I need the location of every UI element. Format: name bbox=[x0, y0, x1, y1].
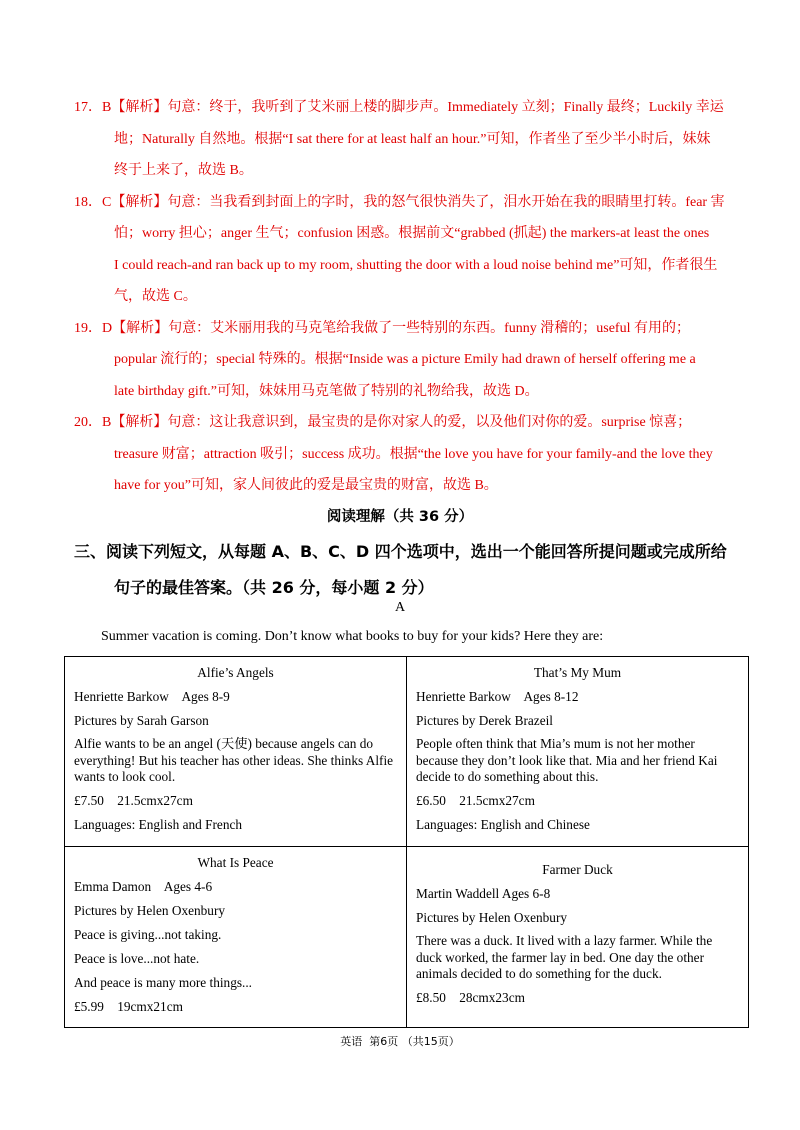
answer-line: popular 流行的；special 特殊的。根据“Inside was a picture Emily had drawn of herself offering me a bbox=[114, 352, 696, 367]
book-card-farmer-duck bbox=[407, 847, 748, 1027]
answer-line: 怕；worry 担心；anger 生气；confusion 困惑。根据前文“grabbed (抓起) the markers-at least the ones bbox=[114, 226, 710, 241]
answer-line: 地；Naturally 自然地。根据“I sat there for at least half an hour.”可知，作者坐了至少半小时后，妹妹 bbox=[114, 131, 711, 147]
answer-line: 20．B【解析】句意：这让我意识到，最宝贵的是你对家人的爱，以及他们对你的爱。surprise 惊喜； bbox=[74, 415, 692, 430]
book-price-size: £7.50 21.5cmx27cm bbox=[74, 792, 193, 808]
passage-label: A bbox=[394, 600, 406, 615]
book-pictures: Pictures by Derek Brazeil bbox=[416, 713, 553, 728]
answer-line: 17．B【解析】句意：终于，我听到了艾米丽上楼的脚步声。Immediately 立刻；Finally 最终；Luckily 幸运 bbox=[74, 100, 724, 115]
answer-20 bbox=[74, 407, 734, 502]
book-line: Peace is love...not hate. bbox=[74, 951, 200, 966]
book-line: And peace is many more things... bbox=[74, 975, 252, 990]
instruction-line-2: 句子的最佳答案。（共 26 分，每小题 2 分） bbox=[114, 578, 434, 597]
passage-intro: Summer vacation is coming. Don’t know what books to buy for your kids? Here they are: bbox=[101, 629, 604, 644]
book-price-size: £8.50 28cmx23cm bbox=[416, 989, 525, 1005]
answer-17 bbox=[74, 92, 734, 187]
book-card-alfies-angels bbox=[65, 657, 407, 847]
page-footer: 英语 第6页 （共15页） bbox=[340, 1035, 460, 1048]
book-card-thats-my-mum bbox=[407, 657, 748, 847]
answer-explanations bbox=[74, 92, 734, 502]
book-pictures: Pictures by Helen Oxenbury bbox=[74, 903, 226, 918]
answer-line: treasure 财富；attraction 吸引；success 成功。根据“the love you have for your family-and the love they bbox=[114, 446, 713, 462]
book-price-size: £5.99 19cmx21cm bbox=[74, 999, 183, 1014]
book-languages: Languages: English and Chinese bbox=[416, 816, 590, 832]
book-table bbox=[64, 656, 749, 1028]
book-description: Alfie wants to be an angel (天使) because angels can do everything! But his teacher has other ideas. She thinks Alfie wants to look cool. bbox=[74, 736, 394, 784]
instruction bbox=[74, 534, 754, 606]
book-author: Henriette Barkow Ages 8-12 bbox=[416, 689, 579, 704]
answer-18 bbox=[74, 187, 734, 313]
section-title: 阅读理解（共 36 分） bbox=[326, 509, 474, 525]
book-description: There was a duck. It lived with a lazy farmer. While the duck worked, the farmer lay in bed. One day the other animals decided to do something for the duck. bbox=[416, 933, 713, 981]
book-title: Farmer Duck bbox=[542, 862, 613, 877]
answer-line: 18．C【解析】句意：当我看到封面上的字时，我的怒气很快消失了，泪水开始在我的眼睛里打转。fear 害 bbox=[74, 194, 725, 210]
book-pictures: Pictures by Helen Oxenbury bbox=[416, 910, 568, 925]
book-card-what-is-peace bbox=[65, 847, 407, 1027]
answer-line: 气，故选 C。 bbox=[114, 289, 197, 304]
book-author: Martin Waddell Ages 6-8 bbox=[416, 886, 551, 901]
answer-line: 19．D【解析】句意：艾米丽用我的马克笔给我做了一些特别的东西。funny 滑稽的；useful 有用的； bbox=[74, 320, 690, 336]
book-title: Alfie’s Angels bbox=[197, 665, 274, 680]
answer-line: 终于上来了，故选 B。 bbox=[114, 163, 253, 178]
book-author: Emma Damon Ages 4-6 bbox=[74, 879, 213, 894]
book-languages: Languages: English and French bbox=[74, 816, 243, 832]
answer-line: I could reach-and ran back up to my room, shutting the door with a loud noise behind me”可知，作者很生 bbox=[114, 257, 718, 273]
book-line: Peace is giving...not taking. bbox=[74, 927, 222, 942]
book-author: Henriette Barkow Ages 8-9 bbox=[74, 689, 230, 704]
answer-19 bbox=[74, 313, 734, 408]
book-description: People often think that Mia’s mum is not her mother because they don’t look like that. Mia and her friend Kai decide to do something about this. bbox=[416, 736, 718, 784]
book-price-size: £6.50 21.5cmx27cm bbox=[416, 792, 535, 808]
book-title: That’s My Mum bbox=[533, 665, 622, 680]
book-title: What Is Peace bbox=[197, 855, 274, 870]
instruction-line-1: 三、阅读下列短文，从每题 A、B、C、D 四个选项中，选出一个能回答所提问题或完成所给 bbox=[74, 542, 727, 561]
answer-line: have for you”可知，家人间彼此的爱是最宝贵的财富，故选 B。 bbox=[114, 478, 498, 493]
answer-line: late birthday gift.”可知，妹妹用马克笔做了特别的礼物给我，故选 D。 bbox=[114, 383, 539, 399]
book-pictures: Pictures by Sarah Garson bbox=[74, 713, 209, 728]
